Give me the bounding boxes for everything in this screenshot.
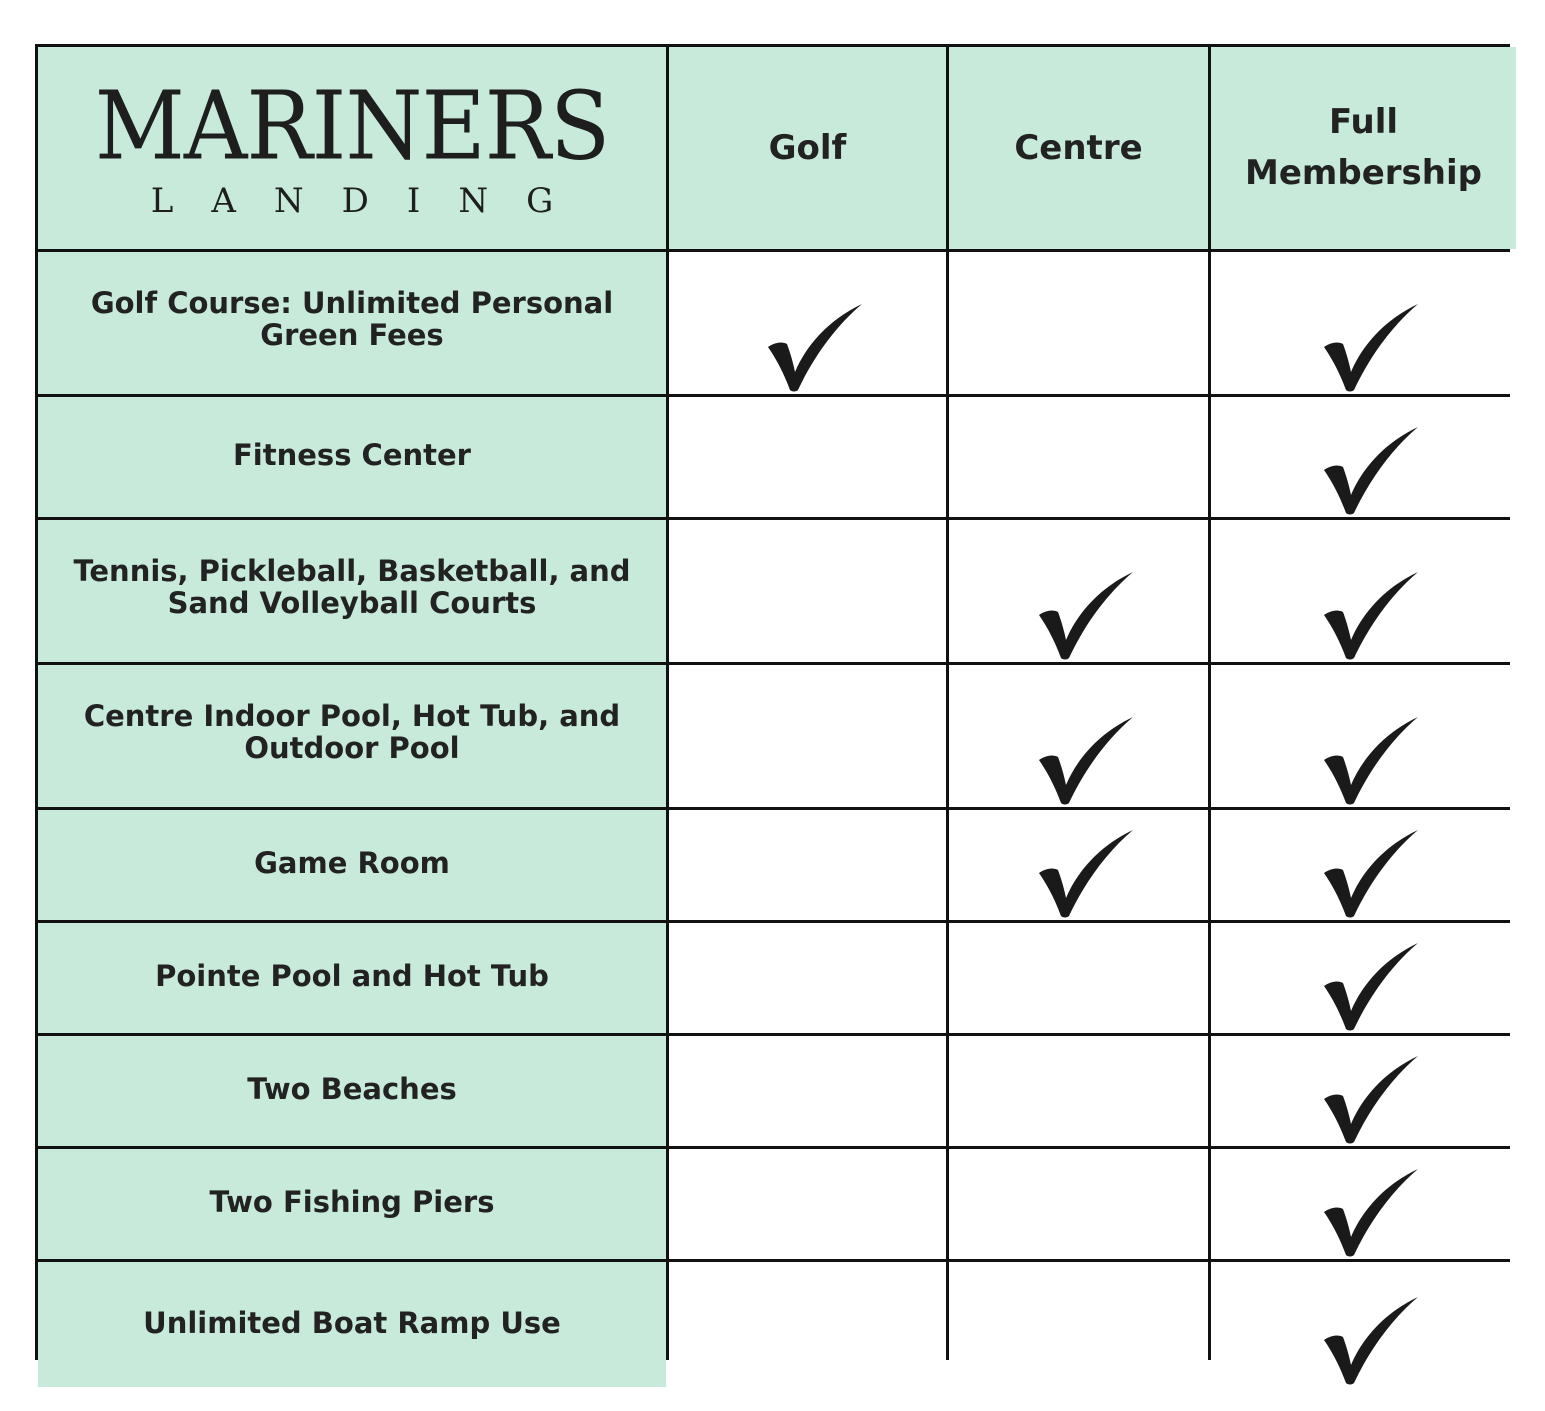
mark-cell-full-membership xyxy=(1211,810,1516,920)
mark-cell-golf xyxy=(669,923,946,1033)
feature-label: Tennis, Pickleball, Basketball, and Sand Volleyball Courts xyxy=(73,554,631,620)
feature-cell xyxy=(38,397,666,517)
column-header-full-membership xyxy=(1211,47,1516,249)
mark-cell-golf xyxy=(669,397,946,517)
mariners-landing-logo xyxy=(94,69,610,221)
check-icon xyxy=(1322,425,1420,515)
mark-cell-centre xyxy=(949,665,1208,807)
column-title: Golf xyxy=(768,127,847,168)
check-icon xyxy=(1322,941,1420,1031)
feature-label: Game Room xyxy=(254,846,450,880)
logo-cell xyxy=(38,47,666,249)
check-icon xyxy=(1322,715,1420,805)
feature-label: Centre Indoor Pool, Hot Tub, and Outdoor Pool xyxy=(83,699,621,765)
feature-cell xyxy=(38,923,666,1033)
mark-cell-full-membership xyxy=(1211,1149,1516,1259)
feature-cell xyxy=(38,1149,666,1259)
column-title: Centre xyxy=(1014,127,1143,168)
mark-cell-golf xyxy=(669,252,946,394)
feature-label: Unlimited Boat Ramp Use xyxy=(143,1305,561,1340)
mark-cell-full-membership xyxy=(1211,923,1516,1033)
logo-subtitle: LANDING xyxy=(150,181,592,221)
check-icon xyxy=(1037,570,1135,660)
mark-cell-centre xyxy=(949,923,1208,1033)
mark-cell-centre xyxy=(949,1262,1208,1387)
mark-cell-full-membership xyxy=(1211,665,1516,807)
column-header-golf xyxy=(669,47,946,249)
mark-cell-golf xyxy=(669,1262,946,1387)
check-icon xyxy=(1322,828,1420,918)
mark-cell-golf xyxy=(669,1149,946,1259)
mark-cell-centre xyxy=(949,252,1208,394)
mark-cell-golf xyxy=(669,520,946,662)
mark-cell-centre xyxy=(949,1149,1208,1259)
check-icon xyxy=(1322,570,1420,660)
check-icon xyxy=(1037,828,1135,918)
mark-cell-full-membership xyxy=(1211,1262,1516,1387)
membership-comparison-table xyxy=(35,44,1510,1360)
logo-wordmark: MARINERS xyxy=(94,69,610,182)
mark-cell-centre xyxy=(949,520,1208,662)
check-icon xyxy=(1322,1295,1420,1385)
mark-cell-centre xyxy=(949,1036,1208,1146)
mark-cell-full-membership xyxy=(1211,520,1516,662)
check-icon xyxy=(1322,302,1420,392)
mark-cell-golf xyxy=(669,1036,946,1146)
check-icon xyxy=(1322,1054,1420,1144)
mark-cell-full-membership xyxy=(1211,252,1516,394)
column-title: Full Membership xyxy=(1245,102,1482,193)
feature-cell xyxy=(38,252,666,394)
feature-cell xyxy=(38,1262,666,1387)
mark-cell-centre xyxy=(949,810,1208,920)
feature-label: Pointe Pool and Hot Tub xyxy=(155,959,549,993)
column-header-centre xyxy=(949,47,1208,249)
mark-cell-golf xyxy=(669,665,946,807)
check-icon xyxy=(1322,1167,1420,1257)
feature-label: Fitness Center xyxy=(233,438,471,472)
feature-label: Two Beaches xyxy=(247,1072,457,1106)
feature-cell xyxy=(38,810,666,920)
mark-cell-full-membership xyxy=(1211,397,1516,517)
check-icon xyxy=(766,302,864,392)
check-icon xyxy=(1037,715,1135,805)
mark-cell-golf xyxy=(669,810,946,920)
feature-cell xyxy=(38,665,666,807)
feature-label: Two Fishing Piers xyxy=(209,1185,495,1219)
feature-label: Golf Course: Unlimited Personal Green Fees xyxy=(90,286,614,352)
feature-cell xyxy=(38,1036,666,1146)
mark-cell-centre xyxy=(949,397,1208,517)
mark-cell-full-membership xyxy=(1211,1036,1516,1146)
feature-cell xyxy=(38,520,666,662)
